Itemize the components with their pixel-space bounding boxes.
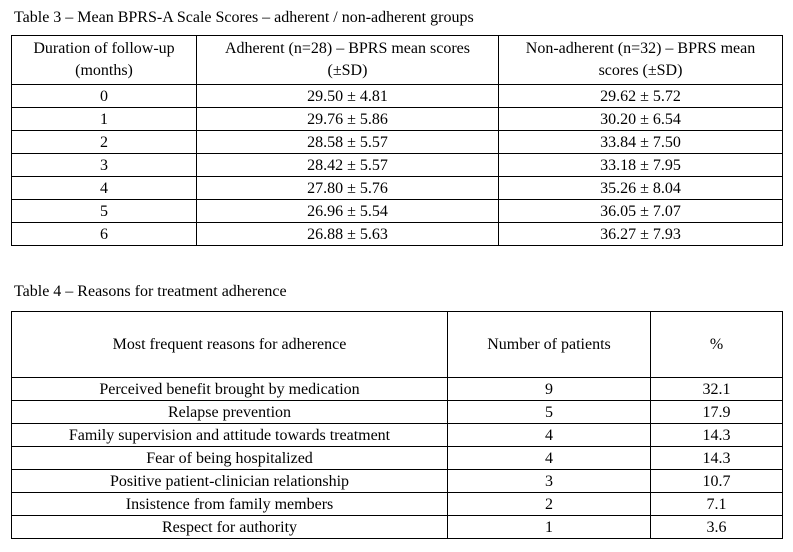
table-row (12, 131, 783, 154)
percent-cell: 32.1 (651, 378, 783, 401)
table-row (12, 85, 783, 108)
reason-cell: Respect for authority (12, 516, 448, 539)
patient-count-cell: 9 (448, 378, 651, 401)
patient-count-cell: 3 (448, 470, 651, 493)
header-percent: % (651, 312, 783, 378)
non-adherent-score-cell: 33.18 ± 7.95 (499, 154, 783, 177)
percent-cell: 14.3 (651, 424, 783, 447)
table-header-row (12, 36, 783, 85)
month-cell: 5 (12, 200, 197, 223)
month-cell: 0 (12, 85, 197, 108)
patient-count-cell: 1 (448, 516, 651, 539)
adherent-score-cell: 26.88 ± 5.63 (197, 223, 499, 246)
percent-cell: 17.9 (651, 401, 783, 424)
adherent-score-cell: 27.80 ± 5.76 (197, 177, 499, 200)
table-row (12, 424, 783, 447)
reason-cell: Positive patient-clinician relationship (12, 470, 448, 493)
table-3-caption: Table 3 – Mean BPRS-A Scale Scores – adherent / non-adherent groups (14, 9, 474, 26)
table-row (12, 516, 783, 539)
patient-count-cell: 4 (448, 447, 651, 470)
table-row (12, 470, 783, 493)
reason-cell: Relapse prevention (12, 401, 448, 424)
header-duration: Duration of follow-up (months) (12, 36, 197, 85)
adherent-score-cell: 29.50 ± 4.81 (197, 85, 499, 108)
patient-count-cell: 5 (448, 401, 651, 424)
non-adherent-score-cell: 36.27 ± 7.93 (499, 223, 783, 246)
reason-cell: Insistence from family members (12, 493, 448, 516)
non-adherent-score-cell: 33.84 ± 7.50 (499, 131, 783, 154)
adherent-score-cell: 28.42 ± 5.57 (197, 154, 499, 177)
month-cell: 4 (12, 177, 197, 200)
non-adherent-score-cell: 36.05 ± 7.07 (499, 200, 783, 223)
month-cell: 1 (12, 108, 197, 131)
bprs-scores-table (11, 35, 783, 246)
patient-count-cell: 4 (448, 424, 651, 447)
adherent-score-cell: 26.96 ± 5.54 (197, 200, 499, 223)
reason-cell: Fear of being hospitalized (12, 447, 448, 470)
table-row (12, 493, 783, 516)
header-patient-count: Number of patients (448, 312, 651, 378)
month-cell: 6 (12, 223, 197, 246)
table-row (12, 223, 783, 246)
month-cell: 2 (12, 131, 197, 154)
table-4-caption: Table 4 – Reasons for treatment adherence (14, 283, 287, 300)
percent-cell: 10.7 (651, 470, 783, 493)
non-adherent-score-cell: 29.62 ± 5.72 (499, 85, 783, 108)
reason-cell: Perceived benefit brought by medication (12, 378, 448, 401)
month-cell: 3 (12, 154, 197, 177)
table-row (12, 378, 783, 401)
table-row (12, 200, 783, 223)
percent-cell: 7.1 (651, 493, 783, 516)
table-row (12, 154, 783, 177)
table-row (12, 108, 783, 131)
header-non-adherent: Non-adherent (n=32) – BPRS mean scores (±SD) (499, 36, 783, 85)
table-row (12, 177, 783, 200)
percent-cell: 14.3 (651, 447, 783, 470)
patient-count-cell: 2 (448, 493, 651, 516)
adherent-score-cell: 29.76 ± 5.86 (197, 108, 499, 131)
percent-cell: 3.6 (651, 516, 783, 539)
non-adherent-score-cell: 30.20 ± 6.54 (499, 108, 783, 131)
adherent-score-cell: 28.58 ± 5.57 (197, 131, 499, 154)
reason-cell: Family supervision and attitude towards treatment (12, 424, 448, 447)
adherence-reasons-table (11, 311, 783, 539)
table-row (12, 401, 783, 424)
table-header-row (12, 312, 783, 378)
table-row (12, 447, 783, 470)
header-reason: Most frequent reasons for adherence (12, 312, 448, 378)
header-adherent: Adherent (n=28) – BPRS mean scores (±SD) (197, 36, 499, 85)
non-adherent-score-cell: 35.26 ± 8.04 (499, 177, 783, 200)
